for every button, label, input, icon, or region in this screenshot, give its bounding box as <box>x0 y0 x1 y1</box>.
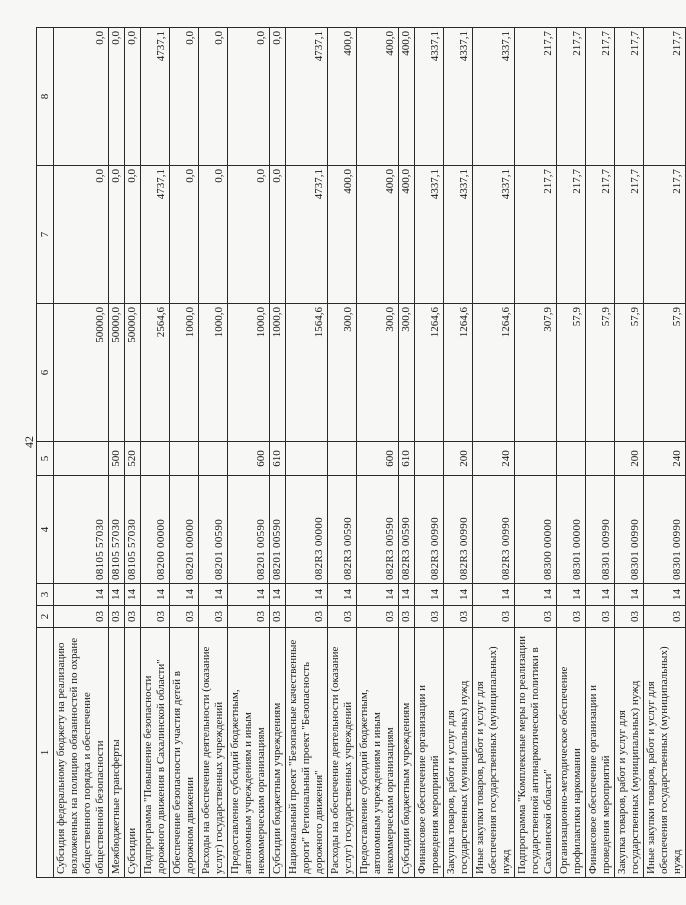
row-amount-1: 1264,6 <box>444 304 473 442</box>
row-amount-1: 2564,6 <box>141 304 170 442</box>
row-amount-3: 0,0 <box>109 28 125 166</box>
row-amount-1: 57,9 <box>557 304 586 442</box>
row-amount-1: 1000,0 <box>270 304 286 442</box>
row-amount-2: 0,0 <box>228 166 270 304</box>
row-name: Подпрограмма "Повышение безопасности дорожного движения в Сахалинской области" <box>141 628 170 878</box>
row-subsection-code: 14 <box>644 584 686 606</box>
row-amount-2: 0,0 <box>125 166 141 304</box>
row-amount-2: 0,0 <box>54 166 109 304</box>
row-section-code: 03 <box>109 606 125 628</box>
row-expense-type: 610 <box>399 442 415 476</box>
table-body <box>54 28 686 878</box>
row-expense-type: 600 <box>228 442 270 476</box>
row-target-article: 08301 00990 <box>586 476 615 584</box>
table-row <box>125 28 141 878</box>
row-amount-2: 217,7 <box>557 166 586 304</box>
table-row <box>141 28 170 878</box>
row-expense-type: 240 <box>644 442 686 476</box>
row-target-article: 08300 00000 <box>515 476 557 584</box>
header-col-4: 4 <box>37 476 54 584</box>
row-amount-2: 400,0 <box>357 166 399 304</box>
row-amount-3: 217,7 <box>557 28 586 166</box>
table-row <box>54 28 109 878</box>
row-amount-1: 1000,0 <box>170 304 199 442</box>
row-expense-type <box>328 442 357 476</box>
row-section-code: 03 <box>125 606 141 628</box>
row-amount-3: 400,0 <box>357 28 399 166</box>
row-section-code: 03 <box>615 606 644 628</box>
row-amount-2: 400,0 <box>328 166 357 304</box>
row-name: Расходы на обеспечение деятельности (оказание услуг) государственных учреждений <box>328 628 357 878</box>
row-amount-1: 57,9 <box>644 304 686 442</box>
row-amount-3: 0,0 <box>228 28 270 166</box>
row-subsection-code: 14 <box>399 584 415 606</box>
row-amount-1: 50000,0 <box>125 304 141 442</box>
row-amount-1: 57,9 <box>586 304 615 442</box>
row-expense-type <box>557 442 586 476</box>
row-name: Субсидия федеральному бюджету на реализацию возложенных на полицию обязанностей по охране общественного порядка и обеспечение общественной безопасности <box>54 628 109 878</box>
row-amount-2: 4737,1 <box>286 166 328 304</box>
row-amount-2: 0,0 <box>270 166 286 304</box>
row-amount-1: 1000,0 <box>199 304 228 442</box>
row-amount-3: 4337,1 <box>415 28 444 166</box>
row-expense-type: 200 <box>615 442 644 476</box>
row-subsection-code: 14 <box>125 584 141 606</box>
row-subsection-code: 14 <box>141 584 170 606</box>
row-amount-2: 4337,1 <box>444 166 473 304</box>
row-target-article: 082R3 00590 <box>357 476 399 584</box>
row-amount-3: 400,0 <box>399 28 415 166</box>
row-target-article: 08201 00590 <box>199 476 228 584</box>
row-name: Иные закупки товаров, работ и услуг для обеспечения государственных (муниципальных) нужд <box>473 628 515 878</box>
row-target-article: 08201 00590 <box>270 476 286 584</box>
table-row <box>444 28 473 878</box>
row-amount-3: 0,0 <box>170 28 199 166</box>
row-section-code: 03 <box>357 606 399 628</box>
table-row <box>644 28 686 878</box>
row-target-article: 08105 57030 <box>109 476 125 584</box>
row-name: Предоставление субсидий бюджетным, автономным учреждениям и иным некоммерческим организациям <box>228 628 270 878</box>
row-section-code: 03 <box>586 606 615 628</box>
row-name: Закупка товаров, работ и услуг для государственных (муниципальных) нужд <box>444 628 473 878</box>
table-row <box>270 28 286 878</box>
row-amount-2: 217,7 <box>644 166 686 304</box>
row-name: Организационно-методическое обеспечение профилактики наркомании <box>557 628 586 878</box>
table-row <box>170 28 199 878</box>
rotated-table-container <box>36 28 683 878</box>
table-row <box>109 28 125 878</box>
table-row <box>473 28 515 878</box>
header-col-7: 7 <box>37 166 54 304</box>
row-amount-2: 217,7 <box>515 166 557 304</box>
row-amount-3: 4737,1 <box>141 28 170 166</box>
row-target-article: 082R3 00990 <box>415 476 444 584</box>
row-amount-3: 400,0 <box>328 28 357 166</box>
row-section-code: 03 <box>473 606 515 628</box>
row-subsection-code: 14 <box>109 584 125 606</box>
row-subsection-code: 14 <box>199 584 228 606</box>
row-section-code: 03 <box>141 606 170 628</box>
row-amount-3: 0,0 <box>270 28 286 166</box>
table-row <box>557 28 586 878</box>
row-expense-type <box>415 442 444 476</box>
row-target-article: 082R3 00990 <box>473 476 515 584</box>
row-amount-2: 4337,1 <box>473 166 515 304</box>
row-amount-2: 217,7 <box>615 166 644 304</box>
row-name: Иные закупки товаров, работ и услуг для обеспечения государственных (муниципальных) нужд <box>644 628 686 878</box>
table-row <box>586 28 615 878</box>
row-subsection-code: 14 <box>415 584 444 606</box>
row-name: Субсидии <box>125 628 141 878</box>
row-name: Подпрограмма "Комплексные меры по реализации государственной антинаркотической политики в Сахалинской области" <box>515 628 557 878</box>
row-name: Закупка товаров, работ и услуг для государственных (муниципальных) нужд <box>615 628 644 878</box>
row-section-code: 03 <box>415 606 444 628</box>
row-target-article: 082R3 00590 <box>399 476 415 584</box>
row-amount-1: 300,0 <box>399 304 415 442</box>
row-section-code: 03 <box>199 606 228 628</box>
row-section-code: 03 <box>286 606 328 628</box>
table-row <box>199 28 228 878</box>
row-name: Субсидии бюджетным учреждениям <box>270 628 286 878</box>
row-section-code: 03 <box>515 606 557 628</box>
header-col-6: 6 <box>37 304 54 442</box>
row-section-code: 03 <box>644 606 686 628</box>
row-target-article: 08301 00990 <box>615 476 644 584</box>
row-subsection-code: 14 <box>557 584 586 606</box>
row-amount-1: 300,0 <box>328 304 357 442</box>
row-amount-1: 1564,6 <box>286 304 328 442</box>
row-subsection-code: 14 <box>270 584 286 606</box>
row-section-code: 03 <box>444 606 473 628</box>
table-row <box>515 28 557 878</box>
row-amount-2: 0,0 <box>109 166 125 304</box>
row-amount-2: 4737,1 <box>141 166 170 304</box>
table-row <box>228 28 270 878</box>
row-target-article: 082R3 00000 <box>286 476 328 584</box>
row-name: Расходы на обеспечение деятельности (оказание услуг) государственных учреждений <box>199 628 228 878</box>
row-section-code: 03 <box>328 606 357 628</box>
row-section-code: 03 <box>399 606 415 628</box>
row-subsection-code: 14 <box>357 584 399 606</box>
row-amount-2: 217,7 <box>586 166 615 304</box>
row-expense-type: 600 <box>357 442 399 476</box>
row-subsection-code: 14 <box>615 584 644 606</box>
row-section-code: 03 <box>170 606 199 628</box>
row-section-code: 03 <box>270 606 286 628</box>
row-subsection-code: 14 <box>228 584 270 606</box>
row-target-article: 08301 00000 <box>557 476 586 584</box>
row-amount-3: 217,7 <box>586 28 615 166</box>
row-section-code: 03 <box>54 606 109 628</box>
table-row <box>615 28 644 878</box>
table-row <box>357 28 399 878</box>
row-section-code: 03 <box>557 606 586 628</box>
row-amount-3: 0,0 <box>54 28 109 166</box>
row-amount-3: 4337,1 <box>473 28 515 166</box>
row-amount-3: 4737,1 <box>286 28 328 166</box>
row-expense-type: 240 <box>473 442 515 476</box>
row-name: Обеспечение безопасности участия детей в дорожном движении <box>170 628 199 878</box>
row-subsection-code: 14 <box>286 584 328 606</box>
row-amount-2: 0,0 <box>170 166 199 304</box>
row-amount-3: 4337,1 <box>444 28 473 166</box>
table-row <box>399 28 415 878</box>
row-amount-3: 217,7 <box>515 28 557 166</box>
row-amount-2: 400,0 <box>399 166 415 304</box>
row-amount-3: 0,0 <box>199 28 228 166</box>
header-col-1: 1 <box>37 628 54 878</box>
row-name: Субсидии бюджетным учреждениям <box>399 628 415 878</box>
row-target-article: 08201 00590 <box>228 476 270 584</box>
row-expense-type <box>515 442 557 476</box>
row-subsection-code: 14 <box>473 584 515 606</box>
row-amount-1: 50000,0 <box>54 304 109 442</box>
row-target-article: 08201 00000 <box>170 476 199 584</box>
row-expense-type <box>54 442 109 476</box>
row-subsection-code: 14 <box>54 584 109 606</box>
row-target-article: 082R3 00990 <box>444 476 473 584</box>
row-name: Предоставление субсидий бюджетным, автономным учреждениям и иным некоммерческим организациям <box>357 628 399 878</box>
row-expense-type <box>586 442 615 476</box>
row-name: Межбюджетные трансферты <box>109 628 125 878</box>
row-amount-3: 217,7 <box>615 28 644 166</box>
row-name: Финансовое обеспечение организации и проведения мероприятий <box>586 628 615 878</box>
row-subsection-code: 14 <box>328 584 357 606</box>
row-expense-type: 610 <box>270 442 286 476</box>
row-amount-1: 1264,6 <box>415 304 444 442</box>
page-number: 42 <box>22 436 36 448</box>
row-subsection-code: 14 <box>444 584 473 606</box>
row-amount-1: 307,9 <box>515 304 557 442</box>
row-name: Национальный проект "Безопасные качественные дороги" Региональный проект "Безопасность дорожного движения" <box>286 628 328 878</box>
row-target-article: 08105 57030 <box>54 476 109 584</box>
row-expense-type: 200 <box>444 442 473 476</box>
row-section-code: 03 <box>228 606 270 628</box>
row-amount-1: 1264,6 <box>473 304 515 442</box>
header-col-8: 8 <box>37 28 54 166</box>
row-amount-3: 217,7 <box>644 28 686 166</box>
row-expense-type <box>170 442 199 476</box>
row-expense-type: 520 <box>125 442 141 476</box>
row-amount-2: 0,0 <box>199 166 228 304</box>
row-amount-1: 50000,0 <box>109 304 125 442</box>
row-target-article: 08200 00000 <box>141 476 170 584</box>
row-subsection-code: 14 <box>170 584 199 606</box>
header-col-5: 5 <box>37 442 54 476</box>
table-row <box>328 28 357 878</box>
row-amount-2: 4337,1 <box>415 166 444 304</box>
header-col-3: 3 <box>37 584 54 606</box>
row-expense-type <box>141 442 170 476</box>
table-row <box>415 28 444 878</box>
row-amount-1: 1000,0 <box>228 304 270 442</box>
budget-table <box>36 27 686 878</box>
row-expense-type <box>286 442 328 476</box>
row-target-article: 08301 00990 <box>644 476 686 584</box>
row-name: Финансовое обеспечение организации и проведения мероприятий <box>415 628 444 878</box>
row-subsection-code: 14 <box>515 584 557 606</box>
row-expense-type: 500 <box>109 442 125 476</box>
row-target-article: 08105 57030 <box>125 476 141 584</box>
row-amount-1: 300,0 <box>357 304 399 442</box>
table-row <box>286 28 328 878</box>
row-target-article: 082R3 00590 <box>328 476 357 584</box>
table-header-row <box>37 28 54 878</box>
row-expense-type <box>199 442 228 476</box>
row-subsection-code: 14 <box>586 584 615 606</box>
header-col-2: 2 <box>37 606 54 628</box>
row-amount-1: 57,9 <box>615 304 644 442</box>
row-amount-3: 0,0 <box>125 28 141 166</box>
